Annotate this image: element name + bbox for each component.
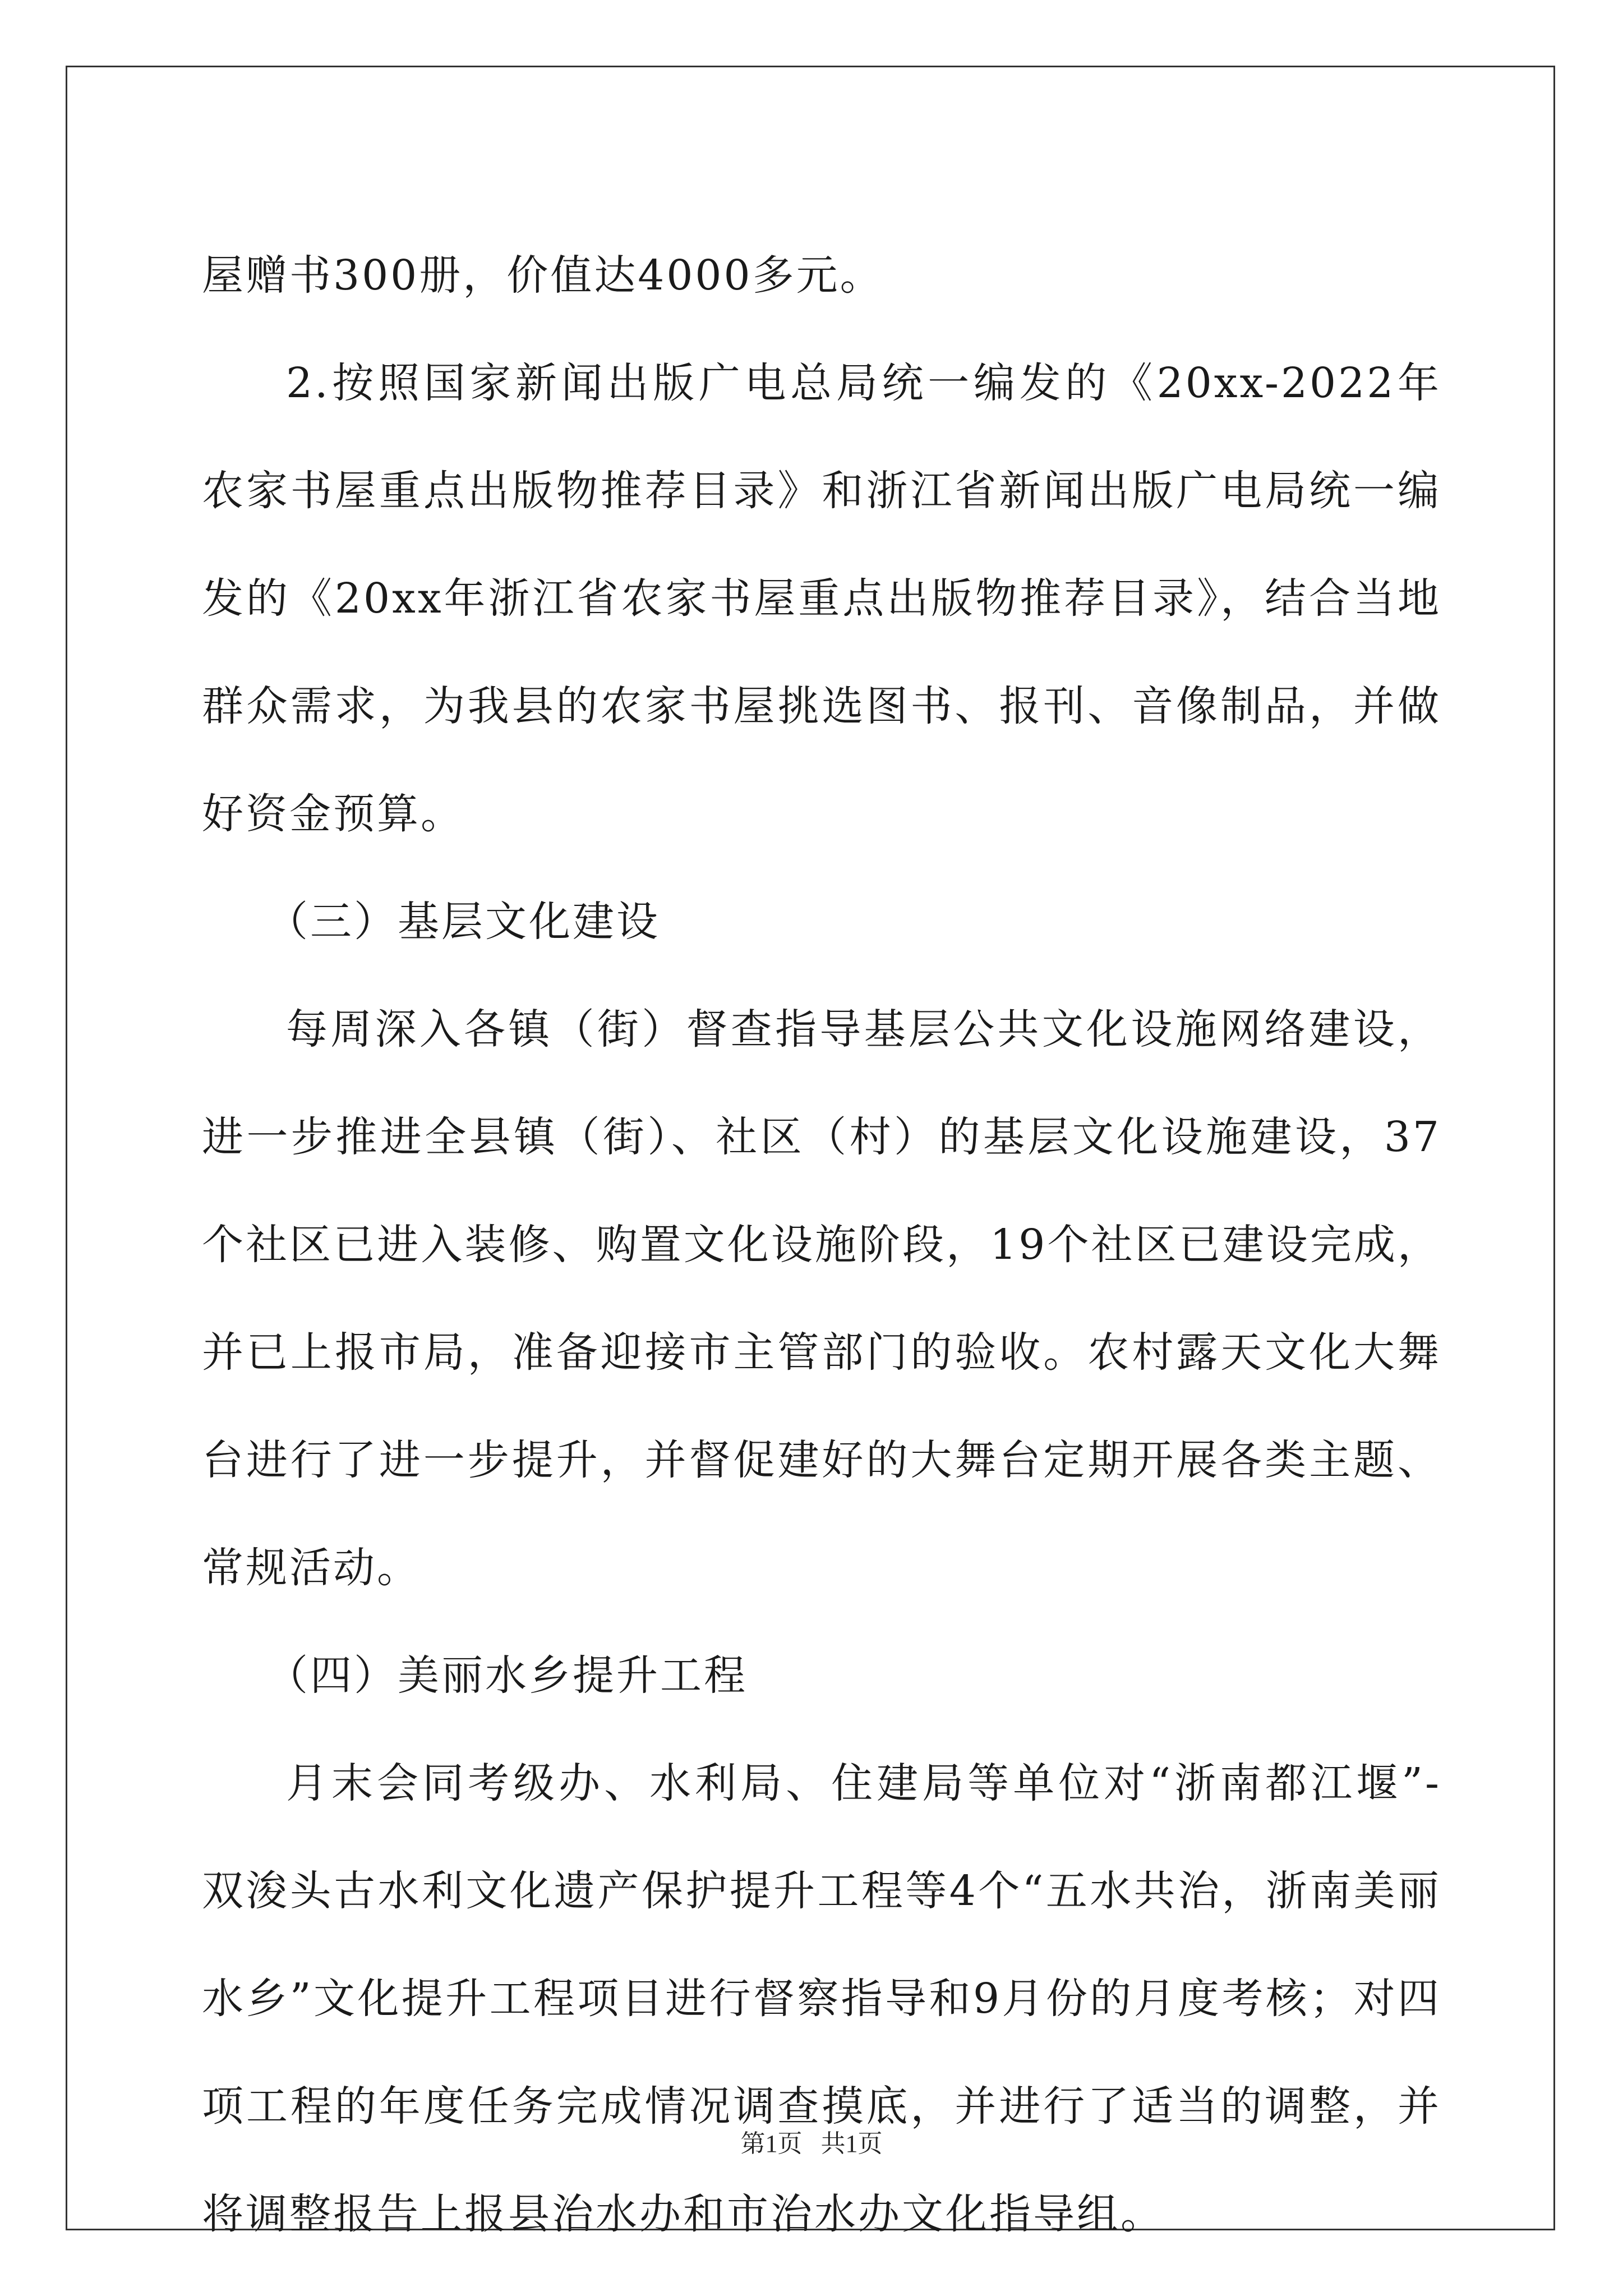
section-heading-3: （三）基层文化建设 bbox=[266, 898, 660, 946]
paragraph-water-project: 月末会同考级办、水利局、住建局等单位对“浙南都江堰”-双浚头古水利文化遗产保护提升工程等4个“五水共治，浙南美丽水乡”文化提升工程项目进行督察指导和9月份的月度考核；对四项工程的年度任务完成情况调查摸底，并进行了适当的调整，并将调整报告上报县治水办和市治水办文化指导组。 bbox=[202, 1759, 1441, 2238]
paragraph-culture-facilities: 每周深入各镇（街）督查指导基层公共文化设施网络建设，进一步推进全县镇（街）、社区（村）的基层文化设施建设，37个社区已进入装修、购置文化设施阶段，19个社区已建设完成，并已上报市局，准备迎接市主管部门的验收。农村露天文化大舞台进行了进一步提升，并督促建好的大舞台定期开展各类主题、常规活动。 bbox=[202, 1005, 1441, 1592]
document-body bbox=[202, 222, 1441, 2268]
page-number-footer: 第1页 共1页 bbox=[740, 2130, 883, 2157]
paragraph-catalog: 2.按照国家新闻出版广电总局统一编发的《20xx-2022年农家书屋重点出版物推荐目录》和浙江省新闻出版广电局统一编发的《20xx年浙江省农家书屋重点出版物推荐目录》，结合当地群众需求，为我县的农家书屋挑选图书、报刊、音像制品，并做好资金预算。 bbox=[202, 359, 1441, 838]
paragraph-continuation: 屋赠书300册，价值达4000多元。 bbox=[202, 251, 884, 300]
section-heading-4: （四）美丽水乡提升工程 bbox=[266, 1651, 748, 1700]
